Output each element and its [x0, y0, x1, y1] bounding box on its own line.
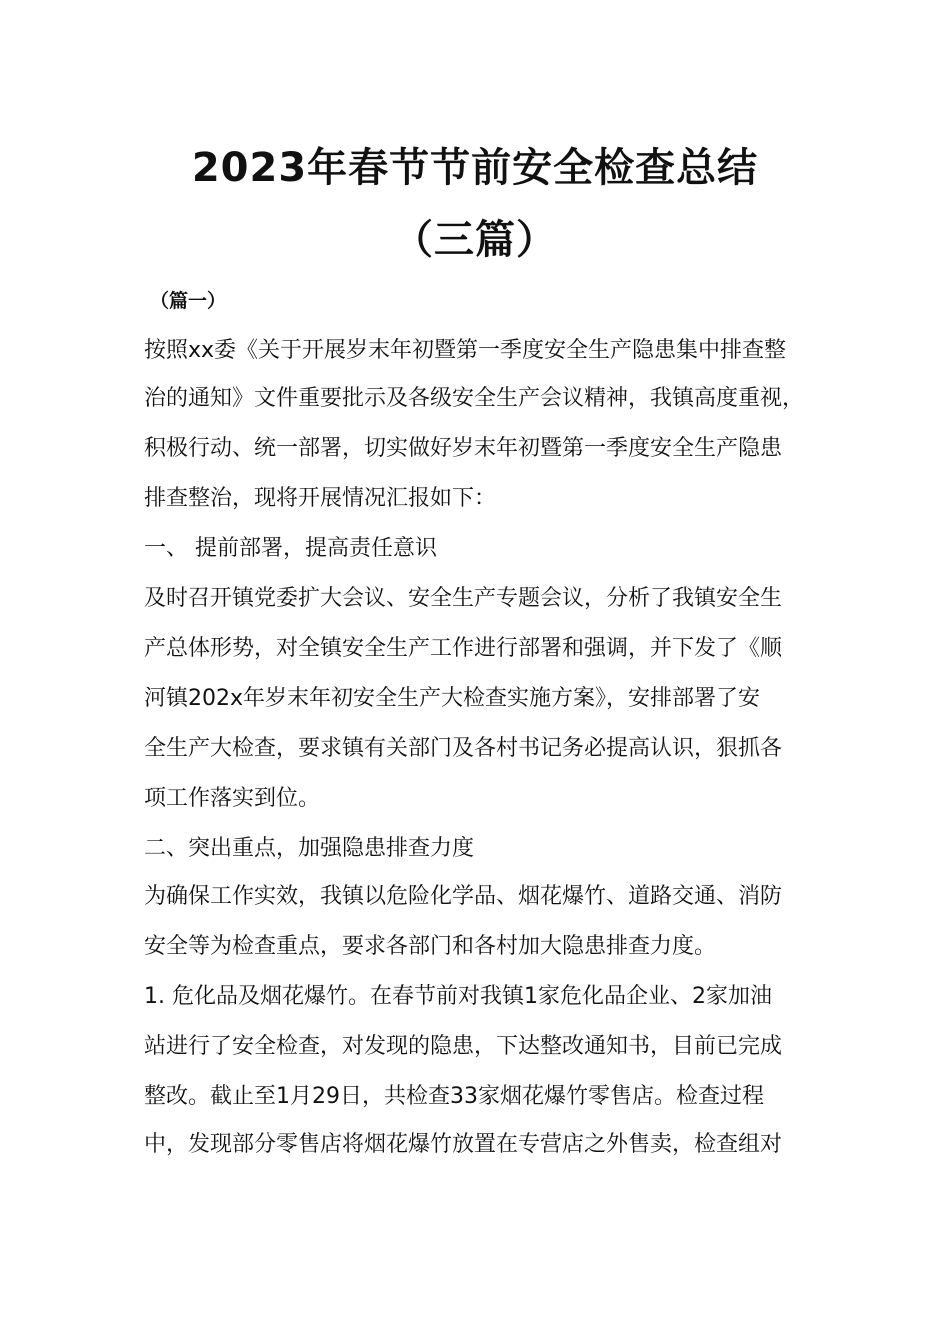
paragraph-line: 按照xx委《关于开展岁末年初暨第一季度安全生产隐患集中排查整	[144, 338, 787, 363]
section-heading: 一、 提前部署，提高责任意识	[144, 536, 437, 561]
document-title: 2023年春节节前安全检查总结	[191, 145, 759, 191]
paragraph-line: 及时召开镇党委扩大会议、安全生产专题会议，分析了我镇安全生	[144, 586, 783, 611]
section-heading: 二、突出重点，加强隐患排查力度	[144, 836, 475, 861]
paragraph-line: 整改。截止至1月29日，共检查33家烟花爆竹零售店。检查过程	[144, 1084, 764, 1109]
paragraph-line: 排查整治，现将开展情况汇报如下：	[144, 486, 497, 511]
paragraph-line: 1. 危化品及烟花爆竹。在春节前对我镇1家危化品企业、2家加油	[144, 984, 772, 1009]
paragraph-line: 项工作落实到位。	[144, 786, 321, 811]
paragraph-line: 安全等为检查重点，要求各部门和各村加大隐患排查力度。	[144, 934, 717, 959]
paragraph-line: 站进行了安全检查，对发现的隐患，下达整改通知书，目前已完成	[144, 1034, 783, 1059]
part-label: （篇一）	[150, 290, 227, 312]
paragraph-line: 为确保工作实效，我镇以危险化学品、烟花爆竹、道路交通、消防	[144, 884, 783, 909]
paragraph-line: 治的通知》文件重要批示及各级安全生产会议精神，我镇高度重视，	[144, 386, 805, 411]
document-subtitle: （三篇）	[393, 217, 557, 263]
paragraph-line: 全生产大检查，要求镇有关部门及各村书记务必提高认识，狠抓各	[144, 736, 783, 761]
paragraph-line: 积极行动、统一部署，切实做好岁末年初暨第一季度安全生产隐患	[144, 436, 783, 461]
paragraph-line: 产总体形势，对全镇安全生产工作进行部署和强调，并下发了《顺	[144, 636, 783, 661]
paragraph-line: 中，发现部分零售店将烟花爆竹放置在专营店之外售卖，检查组对	[144, 1132, 783, 1157]
paragraph-line: 河镇202x年岁末年初安全生产大检查实施方案》，安排部署了安	[144, 686, 761, 711]
